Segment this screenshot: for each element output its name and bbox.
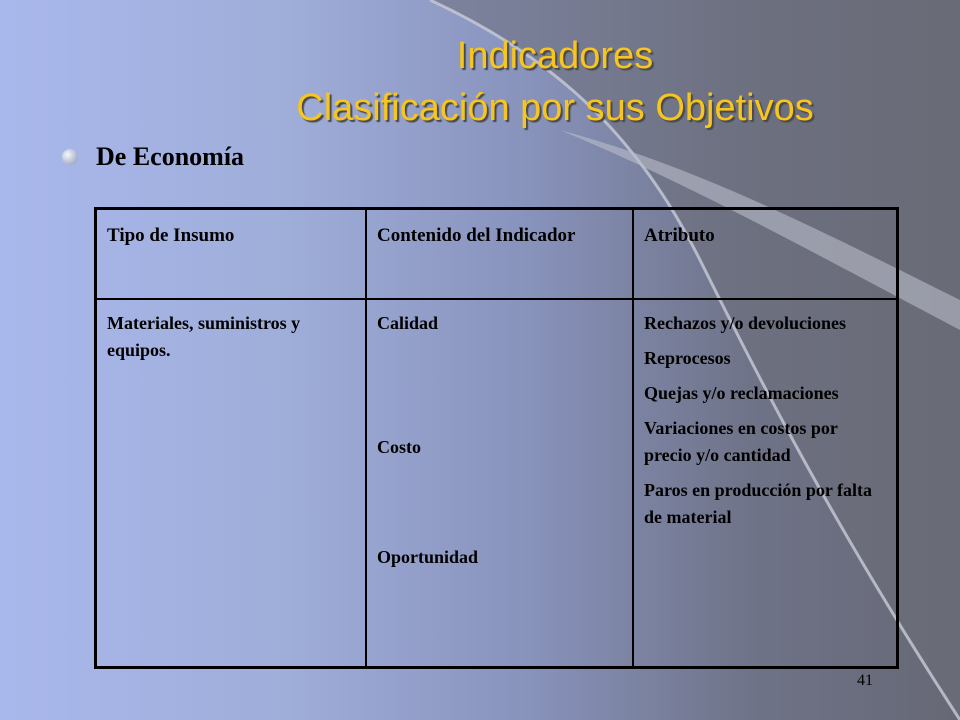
table-header-row [96, 209, 898, 300]
title-line-1: Indicadores [456, 35, 654, 77]
table-row [96, 299, 898, 668]
contenido-calidad: Calidad [377, 313, 439, 333]
atributo-item: Paros en producción por falta de material [644, 480, 873, 527]
header-tipo-insumo: Tipo de Insumo [96, 209, 367, 300]
cell-contenido [366, 299, 633, 668]
slide-title [0, 30, 960, 134]
cell-tipo-insumo [96, 299, 367, 668]
contenido-oportunidad: Oportunidad [377, 547, 479, 567]
atributo-item: Variaciones en costos por precio y/o cantidad [644, 418, 838, 465]
atributo-item: Quejas y/o reclamaciones [644, 383, 839, 403]
tipo-insumo-text: Materiales, suministros y equipos. [107, 313, 301, 360]
atributo-item: Reprocesos [644, 348, 731, 368]
page-number: 41 [857, 672, 873, 689]
contenido-costo: Costo [377, 437, 421, 457]
bullet-dot-icon [62, 149, 78, 165]
indicator-table [94, 207, 899, 669]
bullet-text: De Economía [96, 142, 245, 171]
bullet-item [62, 142, 244, 172]
atributo-item: Rechazos y/o devoluciones [644, 313, 846, 333]
title-line-2: Clasificación por sus Objetivos [296, 87, 814, 129]
header-contenido: Contenido del Indicador [366, 209, 633, 300]
header-atributo: Atributo [633, 209, 898, 300]
cell-atributo [633, 299, 898, 668]
